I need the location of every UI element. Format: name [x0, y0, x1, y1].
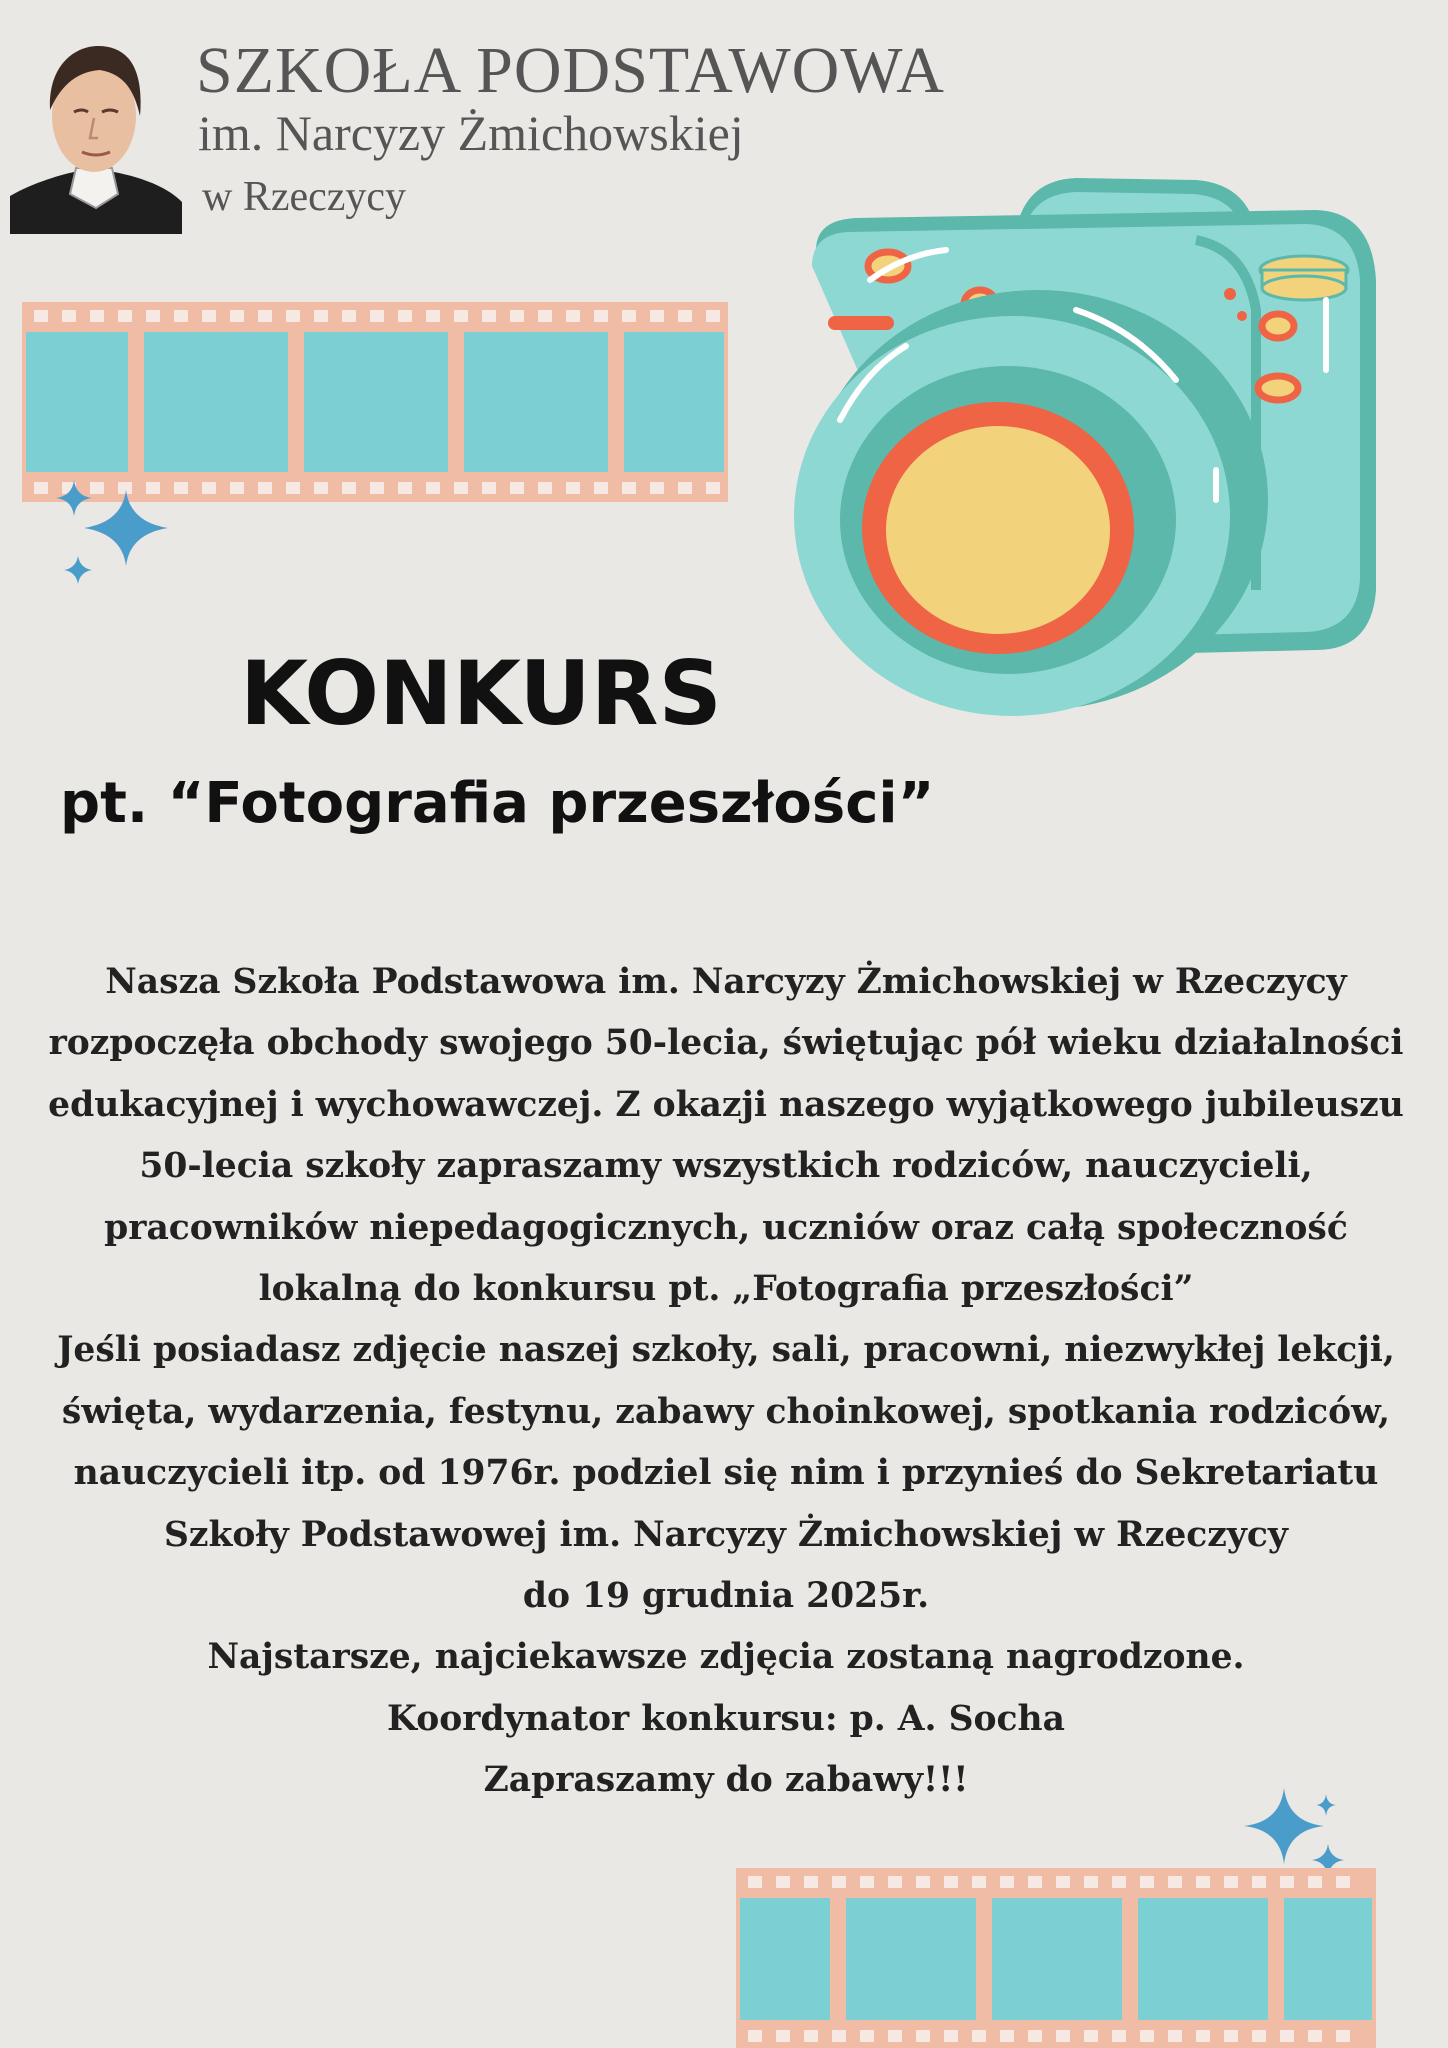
- camera-illustration: [776, 170, 1382, 730]
- school-location: w Rzeczycy: [202, 174, 407, 220]
- body-line: Szkoły Podstawowej im. Narcyzy Żmichowskiej w Rzeczycy: [164, 1514, 1288, 1555]
- deadline-line: do 19 grudnia 2025r.: [522, 1576, 930, 1617]
- body-line: 50-lecia szkoły zapraszamy wszystkich rodziców, nauczycieli,: [139, 1146, 1313, 1187]
- body-line: Nasza Szkoła Podstawowa im. Narcyzy Żmichowskiej w Rzeczycy: [105, 962, 1347, 1002]
- contest-subtitle: pt. “Fotografia przeszłości”: [60, 771, 935, 836]
- body-line: święta, wydarzenia, festynu, zabawy choinkowej, spotkania rodziców,: [61, 1391, 1391, 1432]
- portrait-illustration: [4, 34, 184, 234]
- body-line: Najstarsze, najciekawsze zdjęcia zostaną nagrodzone.: [207, 1637, 1245, 1678]
- school-patron: im. Narcyzy Żmichowskiej: [198, 105, 744, 161]
- coordinator-line: Koordynator konkursu: p. A. Socha: [387, 1698, 1065, 1739]
- body-line: pracowników niepedagogicznych, uczniów oraz całą społeczność: [104, 1207, 1348, 1248]
- film-strip: [22, 302, 728, 502]
- contest-title: KONKURS: [240, 642, 722, 745]
- film-strip: [736, 1868, 1376, 2048]
- body-line: lokalną do konkursu pt. „Fotografia przeszłości”: [258, 1269, 1194, 1310]
- sparkle-icon: [46, 480, 176, 592]
- contest-description: [40, 952, 1412, 1812]
- body-line: rozpoczęła obchody swojego 50-lecia, świętując pół wieku działalności: [48, 1023, 1404, 1064]
- body-line: nauczycieli itp. od 1976r. podziel się nim i przynieś do Sekretariatu: [73, 1453, 1379, 1494]
- school-name: SZKOŁA PODSTAWOWA: [196, 34, 945, 107]
- body-line: Jeśli posiadasz zdjęcie naszej szkoły, sali, pracowni, niezwykłej lekcji,: [57, 1330, 1395, 1371]
- invitation-line: Zapraszamy do zabawy!!!: [483, 1760, 969, 1801]
- body-line: edukacyjnej i wychowawczej. Z okazji naszego wyjątkowego jubileuszu: [48, 1084, 1404, 1125]
